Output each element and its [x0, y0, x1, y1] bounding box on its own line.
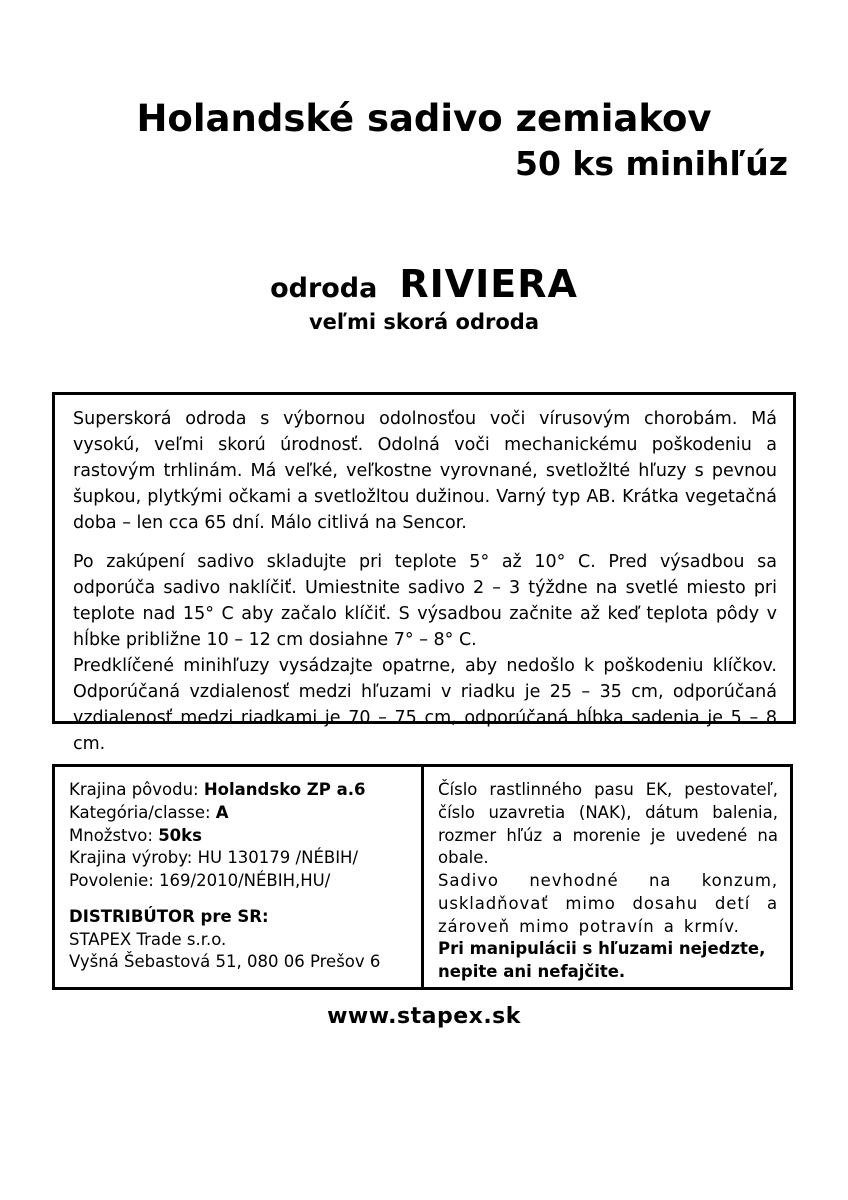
variety-note: veľmi skorá odroda	[308, 310, 539, 334]
origin-value: Holandsko ZP a.6	[203, 780, 366, 799]
description-paragraph-3: Predklíčené minihľuzy vysádzajte opatrne, aby nedošlo k poškodeniu klíčkov. Odporúčaná vzdialenosť medzi hľuzami v riadku je 25 – 35 cm, odporúčaná vzdialenosť medzi riadkami je 70 – 75 cm, odporúčaná hĺbka sadenia je 5 – 8 cm.	[73, 656, 777, 754]
description-paragraph-2: Po zakúpení sadivo skladujte pri teplote 5° až 10° C. Pred výsadbou sa odporúča sadivo naklíčiť. Umiestnite sadivo 2 – 3 týždne na svetlé miesto pri teplote nad 15° C aby začalo klíčiť. S výsadbou začnite až keď teplota pôdy v hĺbke približne 10 – 12 cm dosiahne 7° – 8° C.	[73, 552, 777, 651]
info-box-left	[52, 764, 424, 990]
handling-warning-line-2: nepite ani nefajčite.	[438, 962, 626, 982]
plant-passport-text: Číslo rastlinného pasu EK, pestovateľ, číslo uzavretia (NAK), dátum balenia, rozmer hľúz a morenie je uvedené na obale.	[438, 780, 778, 868]
category-label: Kategória/classe:	[69, 802, 216, 822]
permit-row: Povolenie: 169/2010/NÉBIH,HU/	[69, 871, 331, 891]
website-footer[interactable]: www.stapex.sk	[327, 1004, 521, 1029]
category-row	[69, 802, 413, 825]
distributor-name: STAPEX Trade s.r.o.	[69, 929, 227, 949]
info-section	[52, 764, 796, 990]
quantity-label: Množstvo:	[69, 825, 159, 845]
production-country-row: Krajina výroby: HU 130179 /NÉBIH/	[69, 848, 359, 868]
variety-block	[52, 262, 796, 334]
handling-warning-line-1: Pri manipulácii s hľuzami nejedzte,	[438, 939, 766, 959]
paragraph-spacer	[73, 536, 777, 550]
distributor-label: DISTRIBÚTOR pre SR:	[69, 906, 269, 926]
quantity-value: 50ks	[158, 825, 202, 845]
info-box-right	[421, 764, 793, 990]
page-subtitle: 50 ks minihľúz	[514, 143, 788, 183]
description-box	[52, 392, 796, 754]
category-value: A	[215, 802, 229, 822]
header	[52, 97, 796, 183]
origin-label: Krajina pôvodu:	[69, 780, 204, 799]
consumption-warning-text: Sadivo nevhodné na konzum, uskladňovať mimo dosahu detí a zároveň mimo potravín a krmív.	[438, 871, 778, 936]
origin-row	[69, 779, 413, 802]
info-spacer	[69, 893, 413, 906]
page-title: Holandské sadivo zemiakov	[136, 97, 712, 140]
distributor-address: Vyšná Šebastová 51, 080 06 Prešov 6	[69, 952, 381, 972]
variety-name: RIVIERA	[399, 262, 578, 306]
variety-line	[52, 262, 796, 306]
quantity-row	[69, 825, 413, 848]
description-paragraph-1: Superskorá odroda s výbornou odolnosťou voči vírusovým chorobám. Má vysokú, veľmi skorú úrodnosť. Odolná voči mechanickému poškodeniu a rastovým trhlinám. Má veľké, veľkostne vyrovnané, svetložlté hľuzy s pevnou šupkou, plytkými očkami a svetložltou dužinou. Varný typ AB. Krátka vegetačná doba – len cca 65 dní. Málo citlivá na Sencor.	[73, 409, 777, 533]
variety-label: odroda	[270, 273, 378, 304]
